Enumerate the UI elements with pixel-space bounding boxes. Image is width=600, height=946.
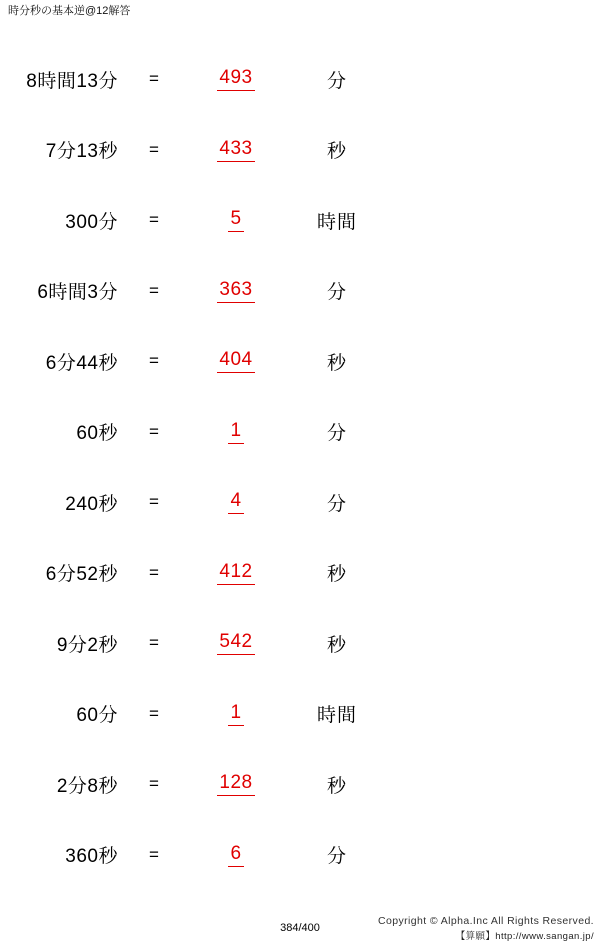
problem-list	[0, 44, 600, 890]
problem-answer	[190, 561, 282, 585]
answer-value: 542	[217, 631, 254, 655]
equals-sign: =	[149, 774, 159, 794]
problem-row	[0, 679, 600, 750]
equals-sign: =	[149, 703, 159, 723]
equals-sign: =	[149, 421, 159, 441]
problem-row	[0, 326, 600, 397]
problem-answer	[190, 631, 282, 655]
answer-value: 493	[217, 67, 254, 91]
problem-question: 7分13秒	[45, 141, 118, 163]
problem-row	[0, 820, 600, 891]
answer-value: 433	[217, 138, 254, 162]
equals-sign: =	[149, 210, 159, 230]
site-url: 【算願】http://www.sangan.jp/	[455, 931, 594, 942]
equals-sign: =	[149, 562, 159, 582]
problem-answer	[190, 279, 282, 303]
problem-question: 60分	[76, 705, 118, 727]
problem-question: 60秒	[76, 423, 118, 445]
problem-question: 6時間3分	[37, 282, 118, 304]
problem-row	[0, 749, 600, 820]
equals-sign: =	[149, 351, 159, 371]
answer-value: 363	[217, 279, 254, 303]
problem-answer	[190, 843, 282, 867]
answer-value: 404	[217, 349, 254, 373]
problem-answer	[190, 138, 282, 162]
problem-unit: 時間	[316, 211, 357, 233]
answer-value: 128	[217, 772, 254, 796]
problem-row	[0, 608, 600, 679]
problem-unit: 分	[326, 70, 347, 92]
answer-value: 1	[228, 702, 243, 726]
problem-row	[0, 538, 600, 609]
problem-question: 240秒	[65, 493, 118, 515]
equals-sign: =	[149, 139, 159, 159]
problem-row	[0, 256, 600, 327]
problem-unit: 秒	[326, 352, 347, 374]
copyright-text: Copyright © Alpha.Inc All Rights Reserved.	[378, 915, 594, 927]
page-number: 384/400	[280, 922, 320, 934]
answer-value: 6	[228, 843, 243, 867]
problem-answer	[190, 420, 282, 444]
problem-row	[0, 397, 600, 468]
equals-sign: =	[149, 69, 159, 89]
answer-value: 5	[228, 208, 243, 232]
problem-question: 6分52秒	[45, 564, 118, 586]
problem-unit: 分	[326, 493, 347, 515]
answer-value: 4	[228, 490, 243, 514]
equals-sign: =	[149, 280, 159, 300]
problem-question: 360秒	[65, 846, 118, 868]
problem-answer	[190, 702, 282, 726]
page-title: 時分秒の基本逆@12解答	[8, 5, 131, 17]
equals-sign: =	[149, 492, 159, 512]
problem-question: 2分8秒	[56, 775, 118, 797]
problem-unit: 分	[326, 282, 347, 304]
problem-unit: 時間	[316, 705, 357, 727]
problem-question: 9分2秒	[56, 634, 118, 656]
problem-question: 300分	[65, 211, 118, 233]
problem-row	[0, 467, 600, 538]
problem-unit: 秒	[326, 564, 347, 586]
problem-row	[0, 115, 600, 186]
problem-answer	[190, 490, 282, 514]
equals-sign: =	[149, 633, 159, 653]
answer-value: 412	[217, 561, 254, 585]
problem-row	[0, 185, 600, 256]
problem-unit: 分	[326, 423, 347, 445]
problem-unit: 秒	[326, 775, 347, 797]
problem-row	[0, 44, 600, 115]
problem-answer	[190, 772, 282, 796]
problem-unit: 分	[326, 846, 347, 868]
problem-answer	[190, 208, 282, 232]
problem-unit: 秒	[326, 141, 347, 163]
problem-unit: 秒	[326, 634, 347, 656]
problem-question: 6分44秒	[45, 352, 118, 374]
footer-credits	[314, 914, 594, 944]
problem-answer	[190, 67, 282, 91]
problem-answer	[190, 349, 282, 373]
problem-question: 8時間13分	[26, 70, 118, 92]
answer-value: 1	[228, 420, 243, 444]
equals-sign: =	[149, 844, 159, 864]
